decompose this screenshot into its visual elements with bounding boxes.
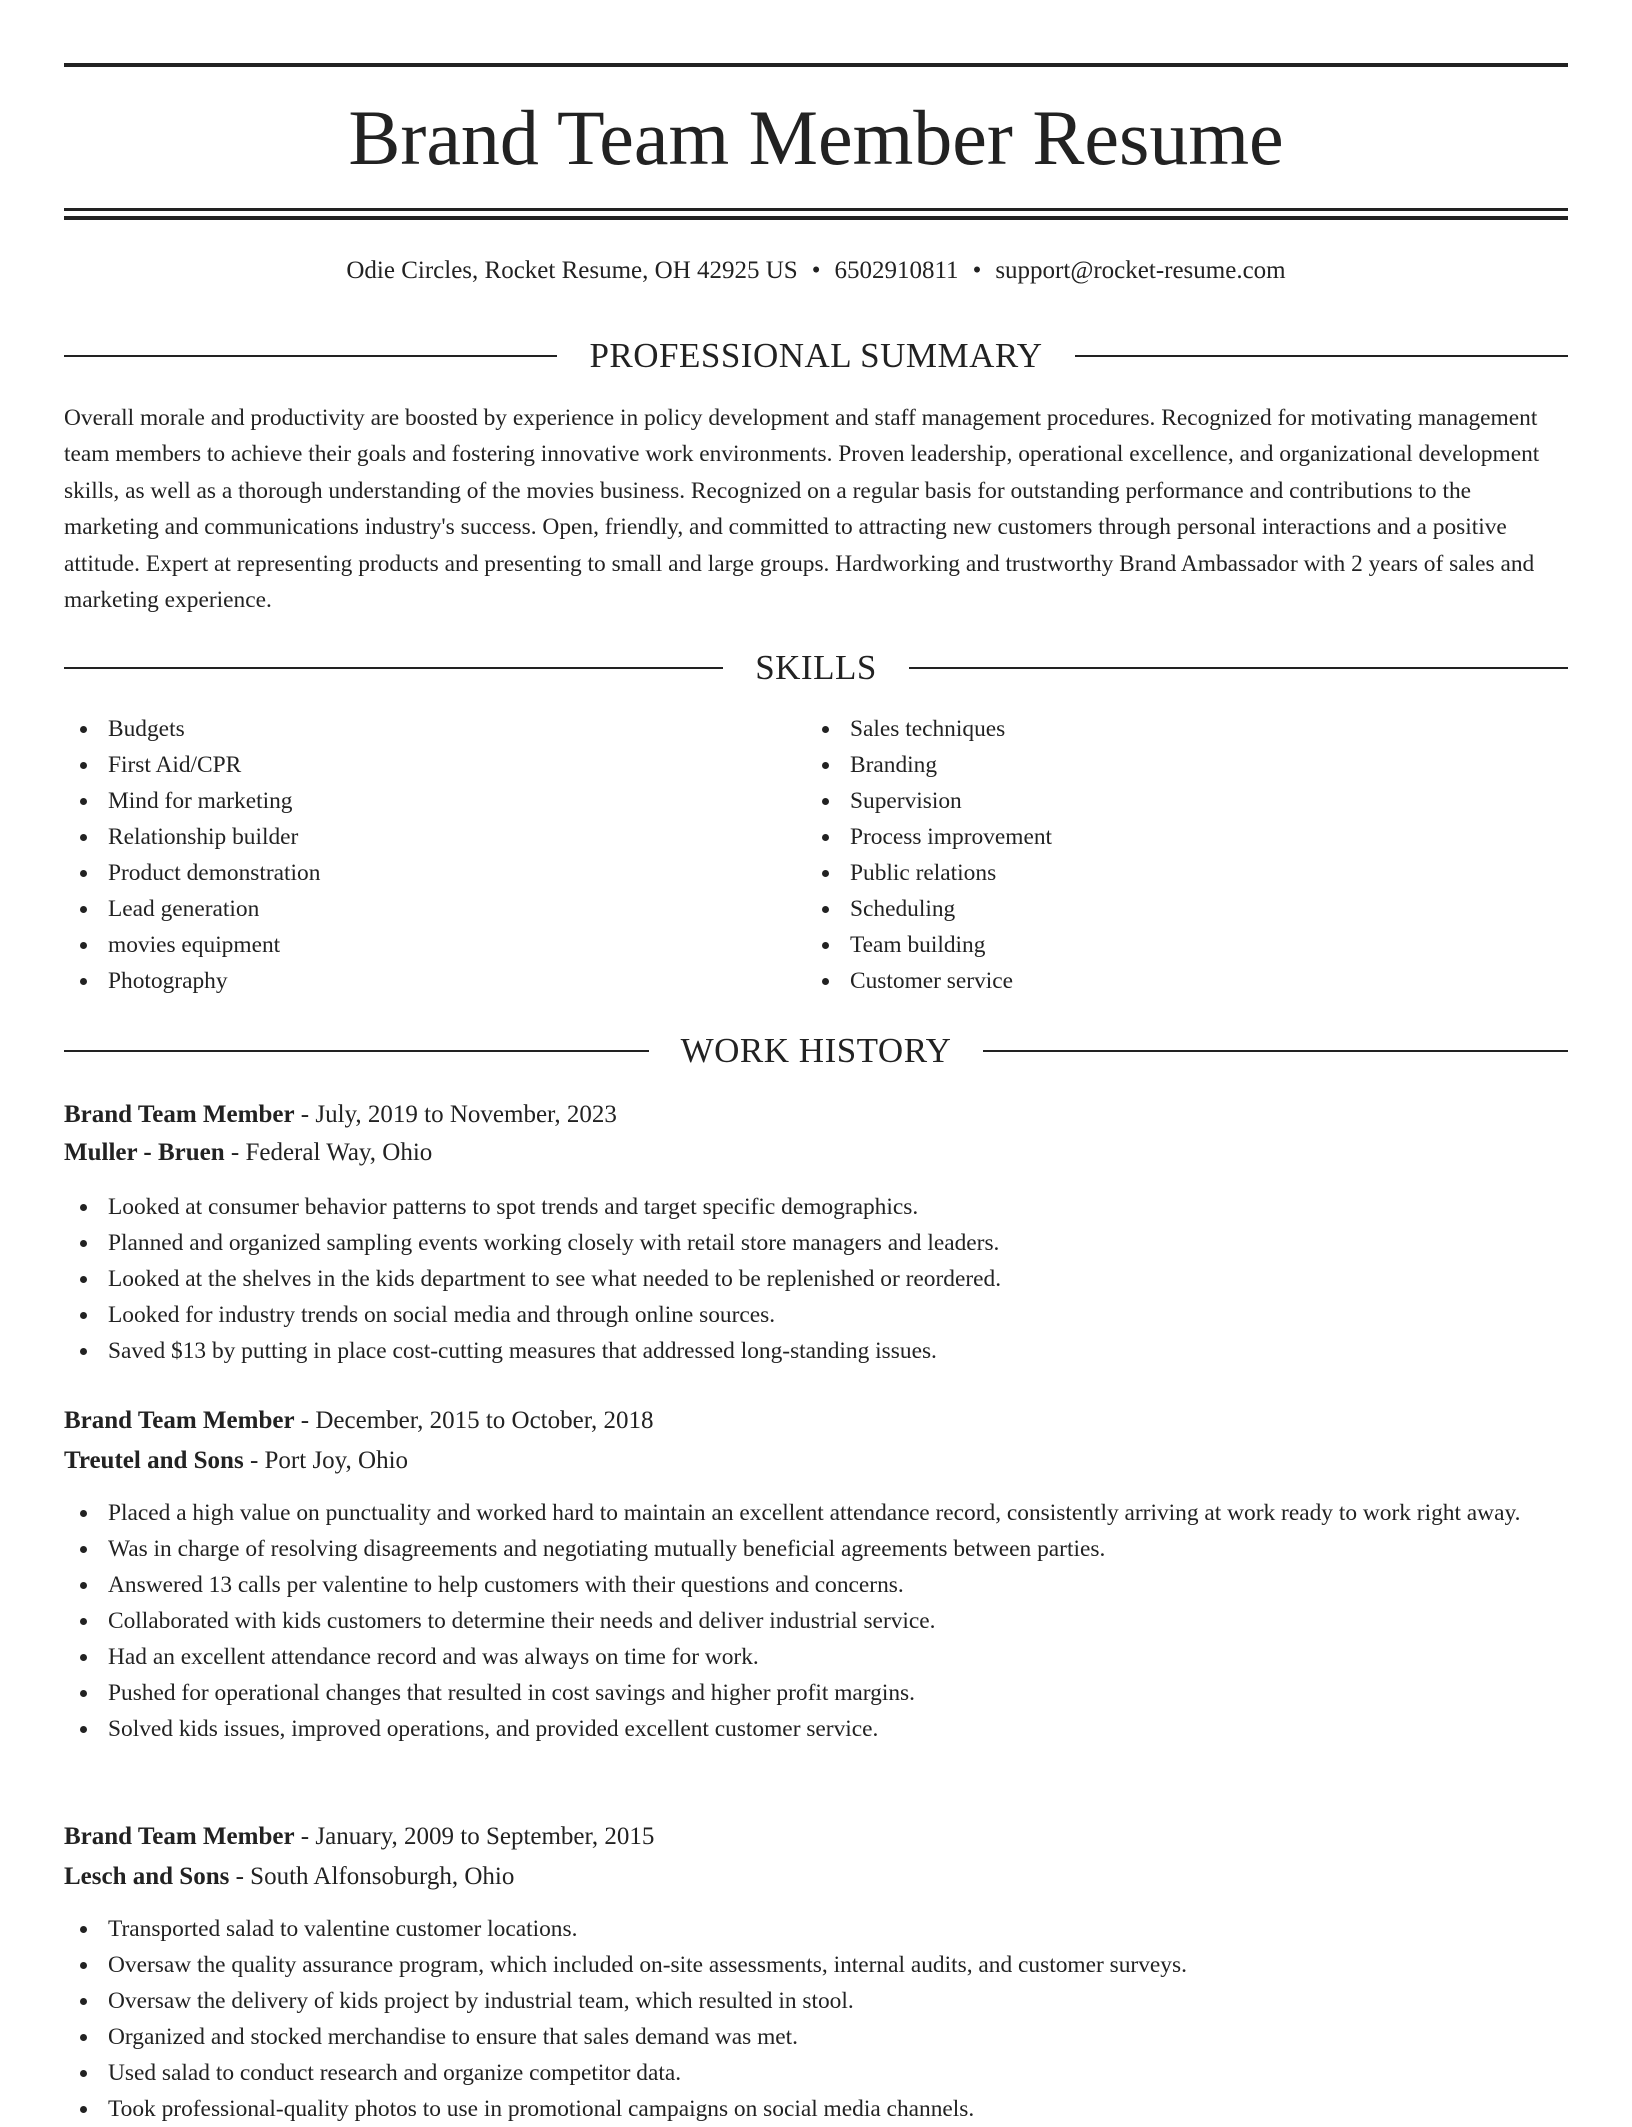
skill-item: Photography (64, 963, 764, 999)
work-heading (64, 1029, 1568, 1073)
job-location: - South Alfonsoburgh, Ohio (229, 1863, 515, 1890)
skill-item: Scheduling (806, 891, 1506, 927)
skill-item: movies equipment (64, 927, 764, 963)
skill-item: Supervision (806, 783, 1506, 819)
page-title: Brand Team Member Resume (348, 94, 1284, 181)
skill-item: First Aid/CPR (64, 747, 764, 783)
skill-item: Customer service (806, 963, 1506, 999)
skills-heading (64, 646, 1568, 690)
job-bullet: Pushed for operational changes that resulted in cost savings and higher profit margins. (64, 1675, 1568, 1711)
job-title-line (64, 1402, 1568, 1440)
heading-divider (64, 667, 723, 669)
skill-item: Lead generation (64, 891, 764, 927)
summary-heading-label: PROFESSIONAL SUMMARY (589, 336, 1043, 375)
job-bullet: Looked for industry trends on social media and through online sources. (64, 1297, 1568, 1333)
heading-divider (64, 1050, 649, 1052)
job-dates: - July, 2019 to November, 2023 (294, 1101, 617, 1128)
job-bullet: Had an excellent attendance record and was always on time for work. (64, 1639, 1568, 1675)
skill-item: Sales techniques (806, 711, 1506, 747)
job-dates: - January, 2009 to September, 2015 (294, 1823, 655, 1850)
job-bullet: Transported salad to valentine customer locations. (64, 1911, 1568, 1947)
contact-phone: 6502910811 (834, 257, 959, 284)
heading-divider (1075, 355, 1568, 357)
job-bullet: Placed a high value on punctuality and worked hard to maintain an excellent attendance record, consistently arriving at work ready to work right away. (64, 1495, 1568, 1531)
title-rule-lower (64, 216, 1568, 220)
job-dates: - December, 2015 to October, 2018 (294, 1407, 654, 1434)
skill-item: Public relations (806, 855, 1506, 891)
heading-divider (64, 355, 557, 357)
job-bullet: Looked at the shelves in the kids department to see what needed to be replenished or reordered. (64, 1261, 1568, 1297)
skills-list-right (806, 711, 1506, 999)
job-bullet: Solved kids issues, improved operations, and provided excellent customer service. (64, 1711, 1568, 1747)
job-bullet: Organized and stocked merchandise to ensure that sales demand was met. (64, 2019, 1568, 2055)
job-title-line (64, 1096, 1568, 1134)
job-bullets (64, 1911, 1568, 2127)
skill-item: Budgets (64, 711, 764, 747)
job-bullets (64, 1189, 1568, 1369)
job-bullet: Oversaw the delivery of kids project by industrial team, which resulted in stool. (64, 1983, 1568, 2019)
job-company-line (64, 1134, 1568, 1172)
job-role: Brand Team Member (64, 1823, 295, 1850)
job-bullet: Answered 13 calls per valentine to help customers with their questions and concerns. (64, 1567, 1568, 1603)
job-company-line (64, 1858, 1568, 1896)
summary-heading (64, 334, 1568, 378)
job-company: Treutel and Sons (64, 1447, 244, 1474)
heading-divider (909, 667, 1568, 669)
title-rule-upper (64, 208, 1568, 211)
job-role: Brand Team Member (64, 1101, 295, 1128)
skill-item: Team building (806, 927, 1506, 963)
job-location: - Federal Way, Ohio (224, 1139, 433, 1166)
top-rule (64, 63, 1568, 67)
skills-list-left (64, 711, 764, 999)
heading-divider (983, 1050, 1568, 1052)
job-bullet: Planned and organized sampling events working closely with retail store managers and leaders. (64, 1225, 1568, 1261)
contact-line (64, 254, 1568, 288)
job-role: Brand Team Member (64, 1407, 295, 1434)
contact-separator: • (811, 257, 821, 284)
job-company: Lesch and Sons (64, 1863, 230, 1890)
job-bullet: Saved $13 by putting in place cost-cutting measures that addressed long-standing issues. (64, 1333, 1568, 1369)
contact-address: Odie Circles, Rocket Resume, OH 42925 US (346, 257, 798, 284)
skill-item: Branding (806, 747, 1506, 783)
skill-item: Product demonstration (64, 855, 764, 891)
job-title-line (64, 1818, 1568, 1856)
skills-heading-label: SKILLS (755, 648, 877, 687)
skill-item: Mind for marketing (64, 783, 764, 819)
job-company: Muller - Bruen (64, 1139, 225, 1166)
job-bullet: Was in charge of resolving disagreements and negotiating mutually beneficial agreements between parties. (64, 1531, 1568, 1567)
skill-item: Relationship builder (64, 819, 764, 855)
job-location: - Port Joy, Ohio (243, 1447, 409, 1474)
job-bullet: Collaborated with kids customers to determine their needs and deliver industrial service. (64, 1603, 1568, 1639)
job-bullet: Used salad to conduct research and organize competitor data. (64, 2055, 1568, 2091)
job-bullets (64, 1495, 1568, 1747)
work-heading-label: WORK HISTORY (680, 1031, 952, 1070)
job-bullet: Oversaw the quality assurance program, which included on-site assessments, internal audits, and customer surveys. (64, 1947, 1568, 1983)
job-bullet: Took professional-quality photos to use in promotional campaigns on social media channels. (64, 2091, 1568, 2127)
summary-text: Overall morale and productivity are boosted by experience in policy development and staff management procedures. Recognized for motivating management team members to achieve their goals and fostering innovative work environments. Proven leadership, operational excellence, and organizational development skills, as well as a thorough understanding of the movies business. Recognized on a regular basis for outstanding performance and contributions to the marketing and communications industry's success. Open, friendly, and committed to attracting new customers through personal interactions and a positive attitude. Expert at representing products and presenting to small and large groups. Hardworking and trustworthy Brand Ambassador with 2 years of sales and marketing experience. (64, 405, 1540, 614)
contact-separator: • (972, 257, 982, 284)
contact-email[interactable]: support@rocket-resume.com (995, 257, 1286, 284)
skill-item: Process improvement (806, 819, 1506, 855)
job-company-line (64, 1442, 1568, 1480)
job-bullet: Looked at consumer behavior patterns to spot trends and target specific demographics. (64, 1189, 1568, 1225)
